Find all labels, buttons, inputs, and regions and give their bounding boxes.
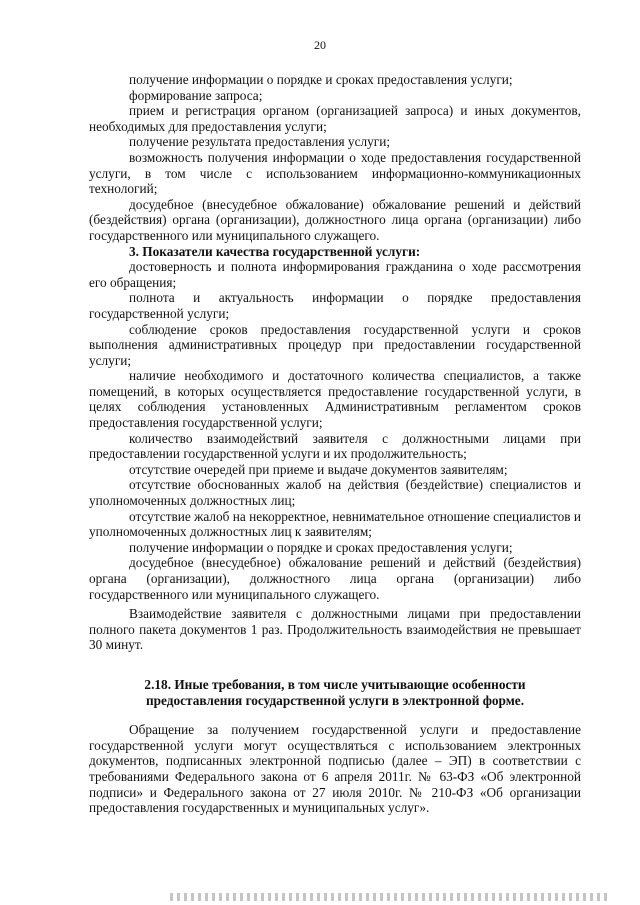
heading-line: 2.18. Иные требования, в том числе учитывающие особенности: [144, 676, 526, 692]
paragraph: прием и регистрация органом (организацией запроса) и иных документов, необходимых для предоставления услуги;: [89, 103, 581, 134]
paragraph: отсутствие очередей при приеме и выдаче документов заявителям;: [129, 461, 508, 477]
paragraph: количество взаимодействий заявителя с должностными лицами при предоставлении государственной услуги и их продолжительность;: [89, 430, 581, 462]
paragraph: досудебное (внесудебное обжалование) обжалование решений и действий (бездействия) органа (организации), должностного лица органа (организации) либо государственного или муниципального служащего.: [89, 196, 581, 243]
paragraph: отсутствие жалоб на некорректное, невнимательное отношение специалистов и уполномоченных должностных лиц к заявителям;: [89, 508, 581, 540]
paragraph: достоверность и полнота информирования гражданина о ходе рассмотрения его обращения;: [89, 259, 581, 290]
paragraph: полнота и актуальность информации о порядке предоставления государственной услуги;: [89, 290, 581, 321]
paragraph: Обращение за получением государственной услуги и предоставление государственной услуги могут осуществляться с использованием электронных документов, подписанных электронной подписью (далее – ЭП) в соответствии с требованиями Федерального закона от 6 апреля 2011г. № 63-ФЗ «Об электронной подписи» и Федерального закона от 27 июля 2010г. № 210-ФЗ «Об организации предоставления государственных и муниципальных услуг».: [89, 722, 581, 816]
paragraph: получение информации о порядке и сроках предоставления услуги;: [129, 539, 513, 555]
document-body: [89, 72, 581, 816]
scan-artifact: [170, 893, 610, 901]
paragraph: соблюдение сроков предоставления государственной услуги и сроков выполнения административных процедур при предоставлении государственной услуги;: [89, 321, 581, 368]
paragraph: досудебное (внесудебное) обжалование решений и действий (бездействия) органа (организации), должностного лица органа (организации) либо государственного или муниципального служащего.: [89, 555, 581, 602]
section-3-title: 3. Показатели качества государственной услуги:: [129, 243, 421, 259]
paragraph: наличие необходимого и достаточного количества специалистов, а также помещений, в которых осуществляется предоставление государственной услуги, в целях соблюдения установленных Административным регламентом сроков предоставления государственной услуги;: [89, 368, 581, 431]
paragraph: Взаимодействие заявителя с должностными лицами при предоставлении полного пакета документов 1 раз. Продолжительность взаимодействия не превышает 30 минут.: [89, 606, 581, 653]
page-number: 20: [314, 38, 326, 52]
paragraph: получение результата предоставления услуги;: [129, 134, 391, 150]
paragraph: формирование запроса;: [129, 87, 263, 103]
paragraph: отсутствие обоснованных жалоб на действия (бездействие) специалистов и уполномоченных должностных лиц;: [89, 477, 581, 509]
paragraph: получение информации о порядке и сроках предоставления услуги;: [129, 72, 513, 87]
paragraph: возможность получения информации о ходе предоставления государственной услуги, в том числе с использованием информационно-коммуникационных технологий;: [89, 149, 581, 197]
section-2-18-heading: [89, 677, 581, 708]
heading-line: предоставления государственной услуги в электронной форме.: [145, 692, 525, 708]
